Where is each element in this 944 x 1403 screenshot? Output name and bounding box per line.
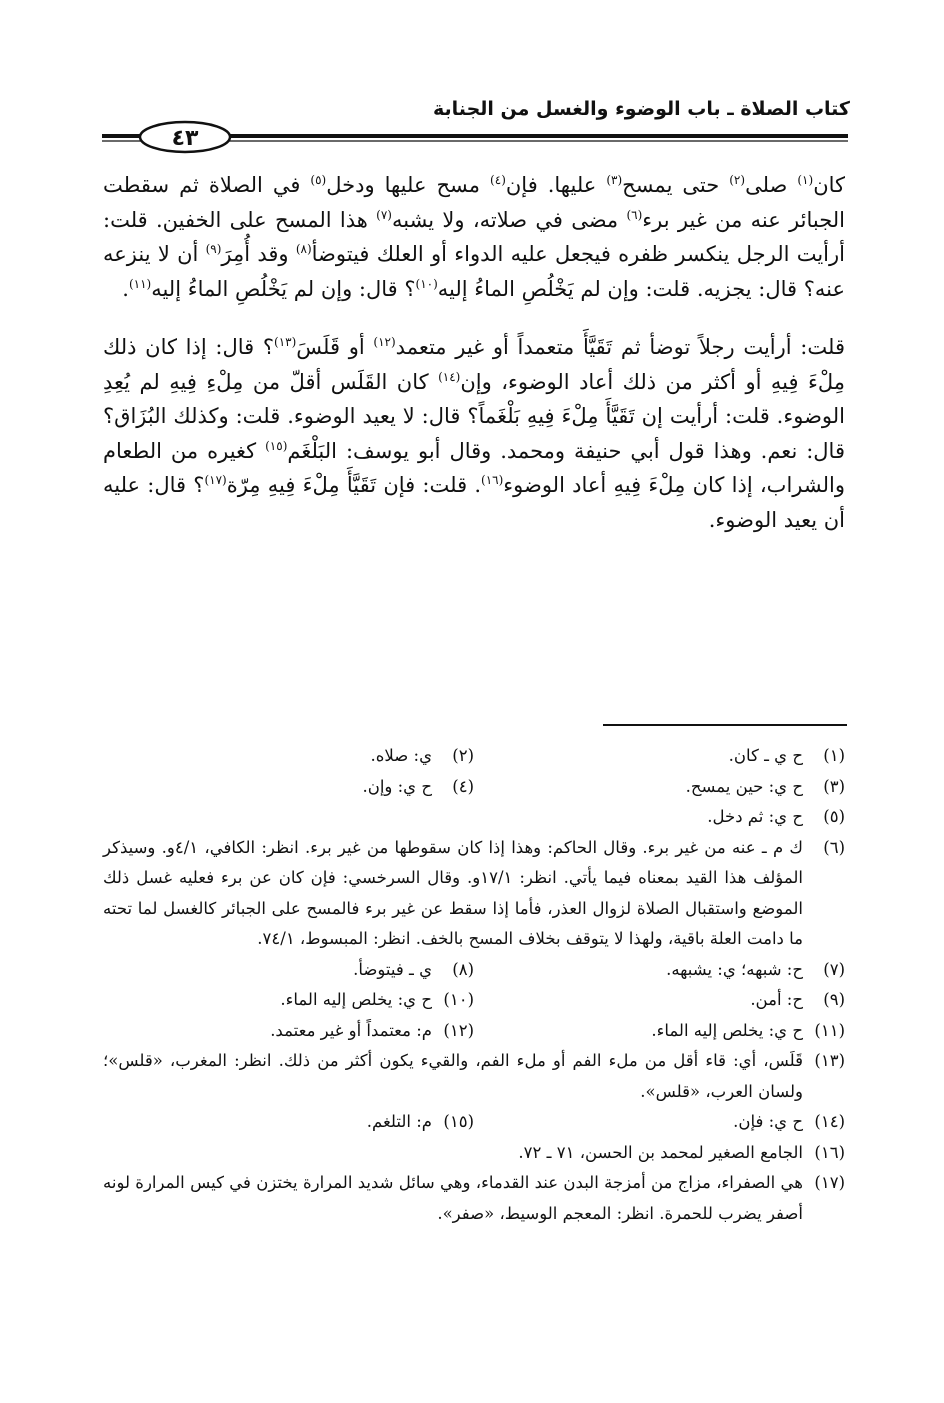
footnote-row [103,1107,845,1138]
footnote-row [103,1016,845,1047]
footnote-text: ح ي ـ كان. [728,746,803,765]
footnote-1 [474,741,845,772]
footnote-number: (١٥) [443,1112,474,1131]
footnote-text: ي: صلاه. [370,746,432,765]
footnote-marker: (١٣) [274,335,297,349]
footnote-marker: (٦) [626,207,643,222]
footnote-number: (١٧) [814,1173,845,1192]
footnotes [103,741,845,1229]
footnote-number: (١٠) [443,990,474,1009]
footnote-16 [103,1138,845,1169]
footnote-marker: (١٦) [481,473,504,487]
footnote-number: (١٦) [814,1142,845,1162]
footnote-text: م: التلغم. [366,1112,432,1131]
footnote-5 [103,802,845,833]
footnote-marker: (٧) [376,207,392,222]
text-run: أن لا ينزعه عنه؟ قال: يجزيه. قلت: وإن لم يَخْلُصِ الماءُ إليه [103,242,845,301]
header-rule [100,117,850,157]
text-run: ؟ قال: وإن لم يَخْلُصِ الماءُ إليه [151,276,416,301]
footnote-3 [474,772,845,803]
footnote-marker: (٩) [205,242,222,256]
main-text [103,168,845,537]
footnote-text: ح ي: وإن. [362,776,432,796]
footnote-10 [103,985,474,1016]
footnote-marker: (١٥) [265,438,288,453]
footnote-7 [474,955,845,986]
footnote-number: (٤) [452,776,474,796]
footnote-11 [474,1016,845,1047]
footnote-9 [474,985,845,1016]
footnote-marker: (٣) [606,173,623,187]
text-run: صلى [745,173,798,197]
footnote-marker: (١٠) [415,276,438,291]
footnote-text: ي ـ فيتوضأ. [353,959,432,979]
footnote-15 [103,1107,474,1138]
text-run: كان [813,173,846,197]
footnote-text: م: معتمداً أو غير معتمد. [270,1020,432,1040]
text-run: مسح عليها ودخل [326,173,491,197]
text-run: كان القَلَس أقلّ من مِلْءِ فِيهِ لم يُعِدِ الوضوء. قلت: أرأيت إن تَقَيَّأَ مِلْءَ فِيهِ بَلْغَماً؟ قال: لا يعيد الوضوء. قلت: وكذلك البُزَاق؟ قال: نعم. وهذا قول أبي حنيفة ومحمد. وقال أبو يوسف: البَلْغَم [103,369,845,463]
footnote-number: (٩) [823,990,845,1009]
footnote-2 [103,741,474,772]
footnote-separator [603,724,847,726]
footnote-text: ح ي: فإن. [733,1112,803,1131]
footnote-8 [103,955,474,986]
footnote-row [103,741,845,772]
footnote-text: الجامع الصغير لمحمد بن الحسن، ٧١ ـ ٧٢. [518,1142,803,1162]
text-run: في الصلاة ثم سقطت الجبائر عنه من غير برء [103,173,845,232]
footnote-text: ح: شبهه؛ ي: يشبهه. [666,959,803,979]
footnote-marker: (١٤) [438,369,461,384]
text-run: ؟ قال: إذا كان ذلك مِلْءَ فِيهِ أو أكثر من ذلك أعاد الوضوء، وإن [103,335,845,394]
text-run: مضى في صلاته، ولا يشبه [391,207,627,232]
footnote-number: (١١) [814,1020,845,1040]
text-run: أو قَلَسَ [296,335,374,359]
footnote-4 [103,772,474,803]
footnote-marker: (١٢) [373,335,396,349]
footnote-text: ح ي: يخلص إليه الماء. [280,990,432,1009]
footnote-row [103,985,845,1016]
footnote-text: هي الصفراء، مزاج من أمزجة البدن عند القدماء، وهي سائل شديد المرارة يختزن في كيس المرارة لونه أصفر يضرب للحمرة. انظر: المعجم الوسيط، «صفر». [103,1173,803,1223]
footnote-text: ح ي: ثم دخل. [707,807,803,826]
footnote-number: (١٣) [814,1051,845,1070]
footnote-number: (١٢) [443,1020,474,1040]
text-run: ؟ قال: عليه أن يعيد الوضوء. [103,473,845,532]
text-run: عليها. فإن [505,173,607,197]
text-run: كغيره من الطعام والشراب، إذا كان مِلْءَ فِيهِ أعاد الوضوء [103,438,845,497]
running-title: كتاب الصلاة ـ باب الوضوء والغسل من الجنابة [433,98,850,120]
footnote-text: ح ي: يخلص إليه الماء. [651,1020,803,1040]
footnote-number: (٧) [823,959,845,979]
text-run: قلت: أرأيت رجلاً توضأ ثم تَقَيَّأَ متعمداً أو غير متعمد [395,335,845,359]
text-run: وقد أُمِرَ [221,242,296,266]
footnote-13 [103,1046,845,1107]
footnote-marker: (٨) [295,242,312,256]
footnote-14 [474,1107,845,1138]
footnote-12 [103,1016,474,1047]
footnote-row [103,955,845,986]
page-number: ٤٣ [171,126,199,151]
footnote-marker: (١) [797,173,814,187]
footnote-marker: (٤) [490,173,506,187]
footnote-row [103,772,845,803]
footnote-marker: (٢) [729,173,746,187]
footnote-number: (٢) [452,746,474,765]
footnote-number: (١) [823,746,845,765]
footnote-number: (٦) [823,837,845,857]
footnote-marker: (١٧) [204,473,227,487]
footnote-number: (١٤) [814,1112,845,1131]
footnote-6 [103,833,845,955]
footnote-text: ك م ـ عنه من غير برء. وقال الحاكم: وهذا إذا كان سقوطها من غير برء. انظر: الكافي، ٤/١و. وسيذكر المؤلف هذا القيد بمعناه فيما يأتي. انظر: ١٧/١و. وقال السرخسي: فإن كان عن برء فعليه غسل ذلك الموضع واستقبال الصلاة لزوال العذر، فأما إذا سقط عن غير برء فالمسح على الجبائر كالغسل لما تحته ما دامت العلة باقية، ولهذا لا يتوقف بخلاف المسح بالخف. انظر: المبسوط، ٧٤/١. [103,837,803,948]
footnote-marker: (١١) [128,276,152,291]
text-run: . قلت: فإن تَقَيَّأَ مِلْءَ فِيهِ مِرّة [226,473,482,497]
paragraph-1 [103,168,845,306]
footnote-number: (٨) [452,959,474,979]
footnote-text: قَلَس، أي: قاء أقل من ملء الفم أو ملء الفم، والقيء يكون أكثر من ذلك. انظر: المغرب، «قلس»؛ ولسان العرب، «قلس». [103,1051,803,1101]
text-run: هذا المسح على الخفين. قلت: أرأيت الرجل ينكسر ظفره فيجعل عليه الدواء أو العلك فيتوضأ [103,207,845,266]
footnote-text: ح: أمن. [750,990,803,1009]
footnote-number: (٥) [823,807,845,826]
paragraph-2 [103,330,845,537]
footnote-17 [103,1168,845,1229]
footnote-number: (٣) [823,776,845,796]
footnote-marker: (٥) [310,173,327,187]
footnote-text: ح ي: حين يمسح. [685,776,803,796]
text-run: . [122,276,129,301]
text-run: حتى يمسح [622,173,730,197]
